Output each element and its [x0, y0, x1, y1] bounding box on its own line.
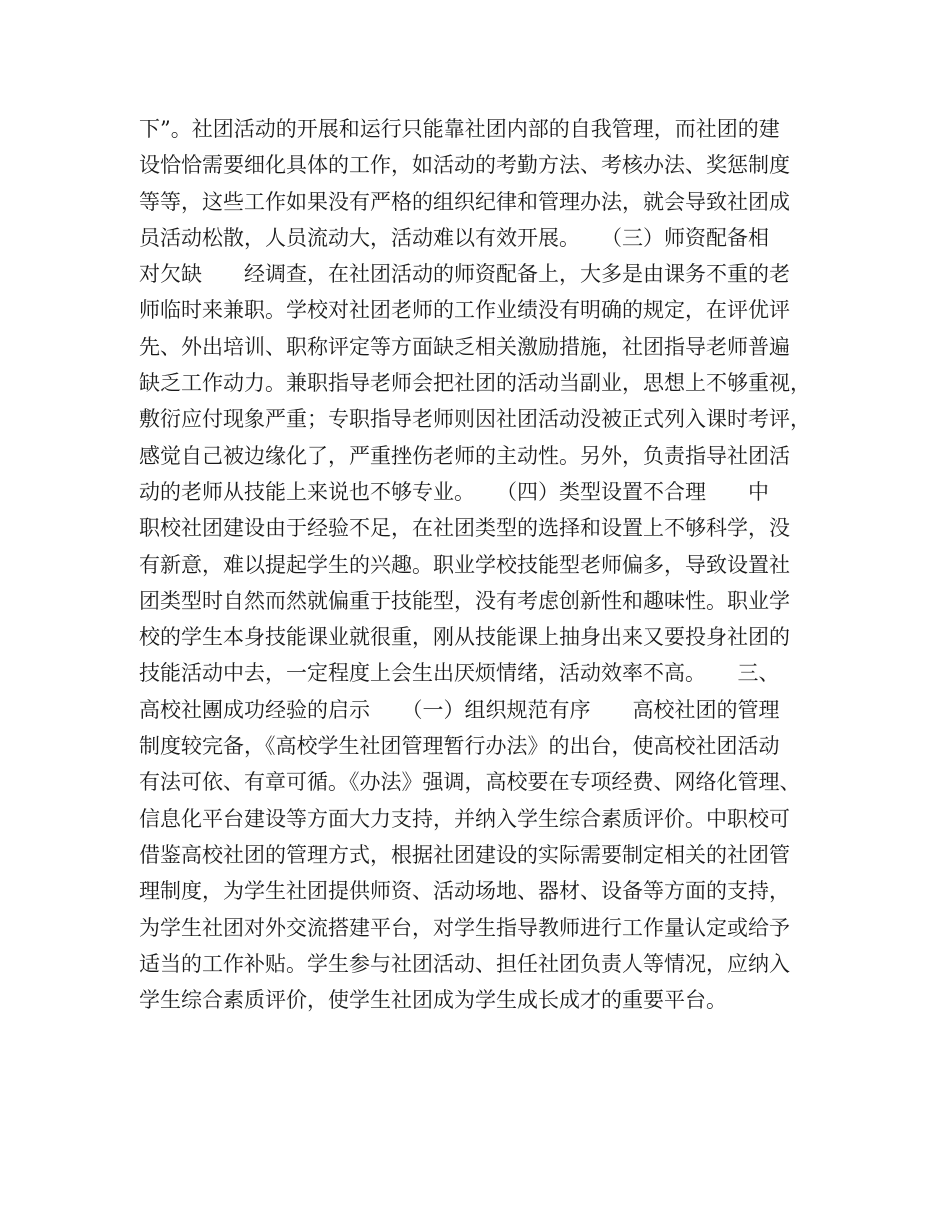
text-line: 师临时来兼职。学校对社团老师的工作业绩没有明确的规定，在评优评: [139, 298, 790, 323]
body-text: [139, 111, 829, 1018]
text-line: 为学生社团对外交流搭建平台，对学生指导教师进行工作量认定或给予: [139, 915, 790, 940]
text-line: 适当的工作补贴。学生参与社团活动、担任社团负责人等情况，应纳入: [139, 951, 790, 976]
text-line: 敷衍应付现象严重；专职指导老师则因社团活动没被正式列入课时考评，: [139, 407, 811, 432]
text-line: 校的学生本身技能课业就很重，刚从技能课上抽身出来又要投身社团的: [139, 625, 790, 650]
text-line: 信息化平台建设等方面大力支持，并纳入学生综合素质评价。中职校可: [139, 806, 790, 831]
text-line: 设恰恰需要细化具体的工作，如活动的考勤方法、考核办法、奖惩制度: [139, 153, 790, 178]
text-line: 下”。社团活动的开展和运行只能靠社团内部的自我管理，而社团的建: [139, 117, 780, 141]
text-line: 有新意，难以提起学生的兴趣。职业学校技能型老师偏多，导致设置社: [139, 552, 790, 577]
text-line: 理制度，为学生社团提供师资、活动场地、器材、设备等方面的支持，: [139, 879, 790, 904]
text-line: 动的老师从技能上来说也不够专业。 （四）类型设置不合理 中: [139, 479, 769, 504]
text-line: 员活动松散，人员流动大，活动难以有效开展。 （三）师资配备相: [139, 225, 769, 250]
text-line: 借鉴高校社团的管理方式，根据社团建设的实际需要制定相关的社团管: [139, 842, 790, 867]
text-line: 制度较完备，《高校学生社团管理暂行办法》的出台，使高校社团活动: [139, 734, 780, 759]
text-line: 团类型时自然而然就偏重于技能型，没有考虑创新性和趣味性。职业学: [139, 588, 790, 613]
text-line: 对欠缺 经调查，在社团活动的师资配备上，大多是由课务不重的老: [139, 262, 790, 287]
text-line: 有法可依、有章可循。《办法》强调，高校要在专项经费、网络化管理、: [139, 770, 801, 795]
text-line: 等等，这些工作如果没有严格的组织纪律和管理办法，就会导致社团成: [139, 189, 790, 214]
text-line: 技能活动中去，一定程度上会生出厌烦情绪，活动效率不高。 三、: [139, 661, 780, 686]
text-line: 职校社团建设由于经验不足，在社团类型的选择和设置上不够科学，没: [139, 516, 790, 541]
text-line: 高校社團成功经验的启示 （一）组织规范有序 高校社团的管理: [139, 697, 780, 722]
text-line: 学生综合素质评价，使学生社团成为学生成长成才的重要平台。: [139, 988, 727, 1013]
text-line: 先、外出培训、职称评定等方面缺乏相关激励措施，社团指导老师普遍: [139, 334, 790, 359]
text-line: 感觉自己被边缘化了，严重挫伤老师的主动性。另外，负责指导社团活: [139, 443, 790, 468]
text-line: 缺乏工作动力。兼职指导老师会把社团的活动当副业，思想上不够重视，: [139, 371, 811, 396]
